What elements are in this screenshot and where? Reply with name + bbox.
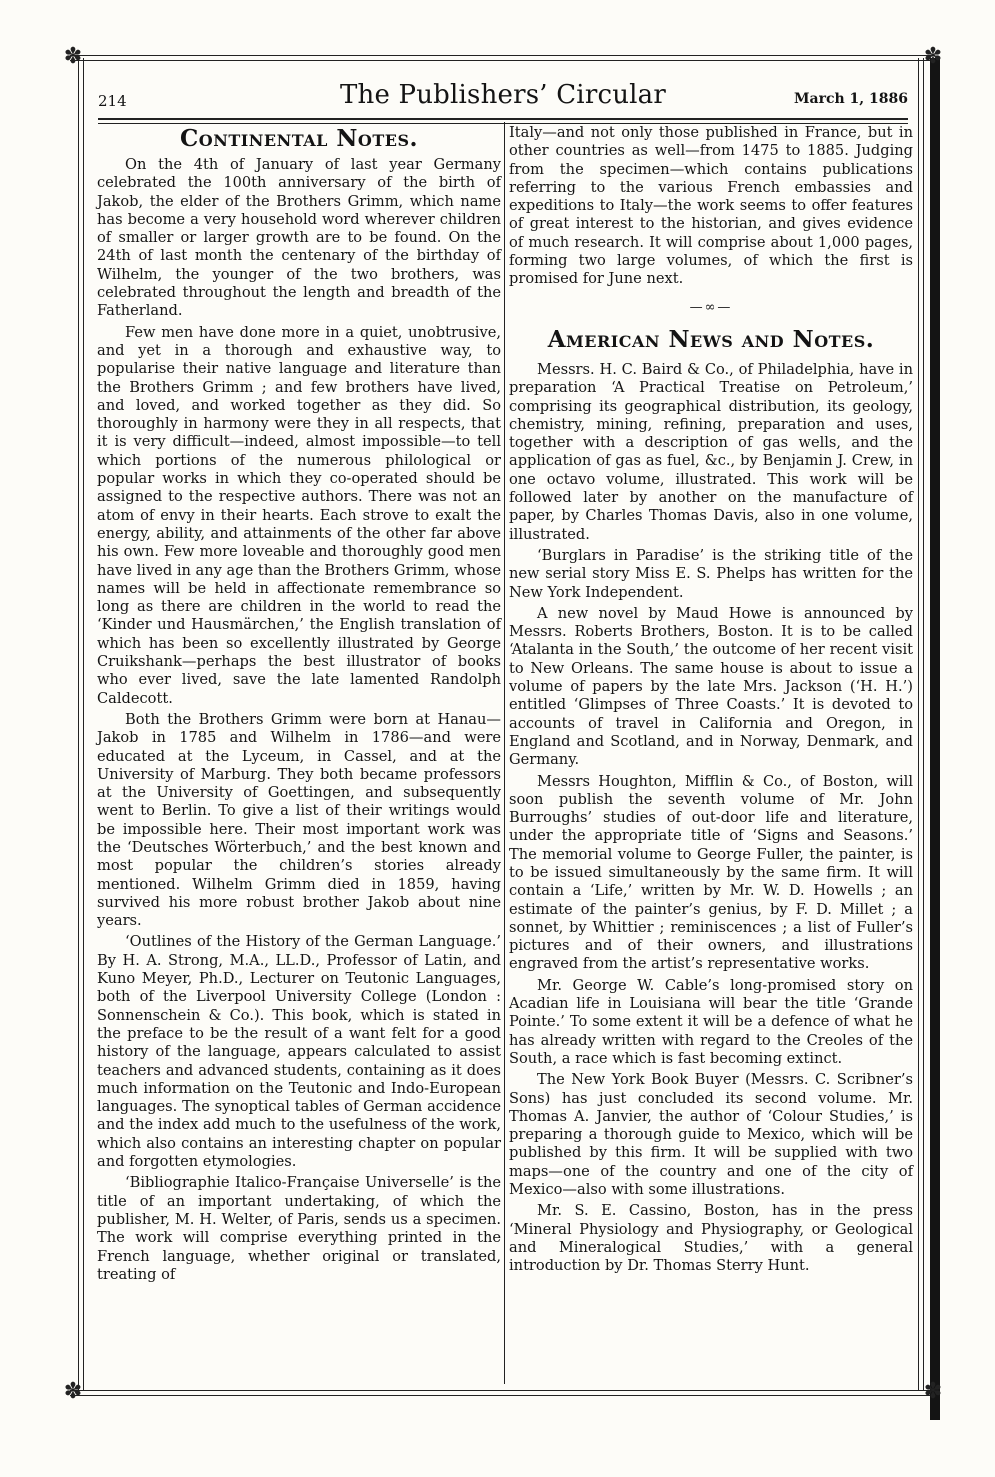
section-divider: —∞— bbox=[689, 299, 733, 315]
article-paragraph: On the 4th of January of last year Germany celebrated the 100th anniversary of the birth of Jakob, the elder of the Brothers Grimm, which name has become a very household word wherever children of smaller or larger growth are to be found. On the 24th of last month the centenary of the birthday of Wilhelm, the younger of the two brothers, was celebrated throughout the length and breadth of the Fatherland. bbox=[97, 156, 501, 320]
article-paragraph: Messrs Houghton, Mifflin & Co., of Boston, will soon publish the seventh volume of Mr. John Burroughs’ studies of out-door life and literature, under the appropriate title of ‘Signs and Seasons.’ The memorial volume to George Fuller, the painter, is to be issued simultaneously by the same firm. It will contain a ‘Life,’ written by Mr. W. D. Howells ; an estimate of the painter’s genius, by F. D. Millet ; a sonnet, by Whittier ; reminiscences ; a list of Fuller’s pictures and of their owners, and illustrations engraved from the artist’s representative works. bbox=[509, 772, 913, 973]
top-border-rule bbox=[70, 55, 935, 61]
page-edge-bar bbox=[930, 58, 940, 1420]
article-paragraph: ‘Burglars in Paradise’ is the striking title of the new serial story Miss E. S. Phelps has written for the New York Independent. bbox=[509, 546, 913, 601]
corner-ornament-icon: ✽ bbox=[923, 1379, 943, 1404]
running-head bbox=[98, 80, 908, 114]
right-border-rule bbox=[918, 58, 924, 1391]
continental-notes-heading: Continental Notes. bbox=[179, 125, 419, 152]
issue-date: March 1, 1886 bbox=[794, 91, 908, 107]
journal-title: The Publishers’ Circular bbox=[339, 80, 667, 110]
article-paragraph: Mr. George W. Cable’s long-promised story on Acadian life in Louisiana will bear the title ‘Grande Pointe.’ To some extent it will be a defence of what he has already written with regard to the Creoles of the South, a race which is fast becoming extinct. bbox=[509, 976, 913, 1067]
article-paragraph: A new novel by Maud Howe is announced by Messrs. Roberts Brothers, Boston. It is to be called ‘Atalanta in the South,’ the outcome of her recent visit to New Orleans. The same house is about to issue a volume of papers by the late Mrs. Jackson (‘H. H.’) entitled ‘Glimpses of Three Coasts.’ It is devoted to accounts of travel in California and Oregon, in England and Scotland, and in Norway, Denmark, and Germany. bbox=[509, 604, 913, 769]
article-paragraph: ‘Bibliographie Italico-Française Universelle’ is the title of an important undertaking, of which the publisher, M. H. Welter, of Paris, sends us a specimen. The work will comprise everything printed in the French language, whether original or translated, treating of bbox=[97, 1174, 501, 1283]
left-border-rule bbox=[78, 58, 84, 1391]
article-paragraph: Both the Brothers Grimm were born at Hanau—Jakob in 1785 and Wilhelm in 1786—and were educated at the Lyceum, in Cassel, and at the University of Marburg. They both became professors at the University of Goettingen, and subsequently went to Berlin. To give a list of their writings would be impossible here. Their most important work was the ‘Deutsches Wörterbuch,’ and the best known and most popular the children’s stories already mentioned. Wilhelm Grimm died in 1859, having survived his more robust brother Jakob about nine years. bbox=[97, 710, 501, 930]
right-column bbox=[509, 124, 913, 1279]
article-paragraph: The New York Book Buyer (Messrs. C. Scribner’s Sons) has just concluded its second volume. Mr. Thomas A. Janvier, the author of ‘Colour Studies,’ is preparing a thorough guide to Mexico, which will be published by this firm. It will be supplied with two maps—one of the country and one of the city of Mexico—also with some illustrations. bbox=[509, 1071, 913, 1199]
column-divider bbox=[504, 122, 505, 1384]
left-column bbox=[97, 124, 501, 1287]
corner-ornament-icon: ✽ bbox=[63, 44, 83, 69]
article-paragraph: Messrs. H. C. Baird & Co., of Philadelphia, have in preparation ‘A Practical Treatise on Petroleum,’ comprising its geographical distribution, its geology, chemistry, mining, refining, preparation and uses, together with a description of gas wells, and the application of gas as fuel, &c., by Benjamin J. Crew, in one octavo volume, illustrated. This work will be followed later by another on the manufacture of paper, by Charles Thomas Davis, also in one volume, illustrated. bbox=[509, 360, 913, 543]
corner-ornament-icon: ✽ bbox=[63, 1379, 83, 1404]
bottom-border-rule bbox=[70, 1390, 935, 1396]
corner-ornament-icon: ✽ bbox=[923, 44, 943, 69]
page-number: 214 bbox=[98, 92, 127, 110]
american-news-heading: American News and Notes. bbox=[547, 325, 875, 353]
article-paragraph: Mr. S. E. Cassino, Boston, has in the press ‘Mineral Physiology and Physiography, or Geological and Mineralogical Studies,’ with a general introduction by Dr. Thomas Sterry Hunt. bbox=[509, 1202, 913, 1275]
article-paragraph: Few men have done more in a quiet, unobtrusive, and yet in a thorough and exhaustive way, to popularise their native language and literature than the Brothers Grimm ; and few brothers have lived, and loved, and worked together as they did. So thoroughly in harmony were they in all respects, that it is very difficult—indeed, almost impossible—to tell which portions of the numerous philological or popular works in which they co-operated should be assigned to the respective authors. There was not an atom of envy in their hearts. Each strove to exalt the energy, ability, and attainments of the other far above his own. Few more loveable and thoroughly good men have lived in any age than the Brothers Grimm, whose names will be held in affectionate remembrance so long as there are children in the world to read the ‘Kinder und Hausmärchen,’ the English translation of which has been so excellently illustrated by George Cruikshank—perhaps the best illustrator of books who ever lived, save the late lamented Randolph Caldecott. bbox=[97, 323, 501, 707]
continued-paragraph: Italy—and not only those published in France, but in other countries as well—from 1475 to 1885. Judging from the specimen—which contains publications referring to the various French embassies and expeditions to Italy—the work seems to offer features of great interest to the historian, and gives evidence of much research. It will comprise about 1,000 pages, forming two large volumes, of which the first is promised for June next. bbox=[509, 124, 913, 288]
article-paragraph: ‘Outlines of the History of the German Language.’ By H. A. Strong, M.A., LL.D., Professor of Latin, and Kuno Meyer, Ph.D., Lecturer on Teutonic Languages, both of the Liverpool University College (London : Sonnenschein & Co.). This book, which is stated in the preface to be the result of a want felt for a good history of the language, appears calculated to assist teachers and advanced students, containing as it does much information on the Teutonic and Indo-European languages. The synoptical tables of German accidence and the index add much to the usefulness of the work, which also contains an interesting chapter on popular and forgotten etymologies. bbox=[97, 933, 501, 1171]
